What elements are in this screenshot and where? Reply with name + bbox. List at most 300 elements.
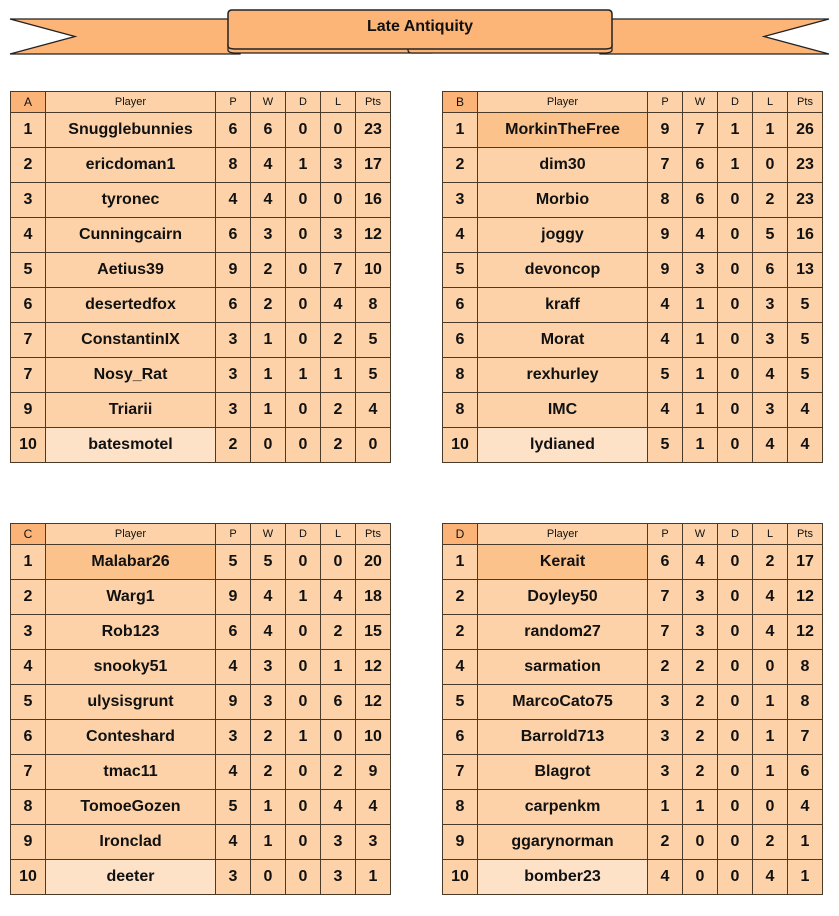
rank-cell: 3 <box>11 615 46 650</box>
drawn-cell: 0 <box>286 218 321 253</box>
rank-cell: 4 <box>11 650 46 685</box>
points-cell: 1 <box>356 860 391 895</box>
played-cell: 4 <box>216 755 251 790</box>
rank-cell: 1 <box>443 113 478 148</box>
rank-cell: 7 <box>11 358 46 393</box>
table-row <box>11 545 391 580</box>
drawn-cell: 1 <box>286 358 321 393</box>
won-cell: 6 <box>251 113 286 148</box>
drawn-cell: 0 <box>286 113 321 148</box>
lost-cell: 4 <box>321 790 356 825</box>
rank-cell: 10 <box>11 428 46 463</box>
player-name-cell: sarmation <box>478 650 648 685</box>
lost-cell: 3 <box>321 860 356 895</box>
lost-cell: 0 <box>321 545 356 580</box>
won-cell: 1 <box>251 790 286 825</box>
won-cell: 3 <box>251 685 286 720</box>
table-row <box>11 825 391 860</box>
player-name-cell: tmac11 <box>46 755 216 790</box>
player-name-cell: Rob123 <box>46 615 216 650</box>
played-cell: 8 <box>648 183 683 218</box>
rank-cell: 8 <box>443 393 478 428</box>
drawn-cell: 1 <box>718 113 753 148</box>
rank-cell: 7 <box>443 755 478 790</box>
player-name-cell: Doyley50 <box>478 580 648 615</box>
rank-cell: 9 <box>11 393 46 428</box>
rank-cell: 5 <box>11 685 46 720</box>
lost-cell: 2 <box>753 183 788 218</box>
points-cell: 5 <box>788 323 823 358</box>
rank-cell: 8 <box>443 358 478 393</box>
drawn-cell: 0 <box>718 288 753 323</box>
points-cell: 23 <box>356 113 391 148</box>
points-cell: 23 <box>788 148 823 183</box>
player-name-cell: Triarii <box>46 393 216 428</box>
table-row <box>443 790 823 825</box>
drawn-cell: 0 <box>718 545 753 580</box>
table-row <box>11 253 391 288</box>
rank-cell: 6 <box>443 720 478 755</box>
rank-cell: 4 <box>443 650 478 685</box>
played-cell: 3 <box>216 358 251 393</box>
lost-cell: 3 <box>321 148 356 183</box>
won-cell: 2 <box>683 685 718 720</box>
won-cell: 6 <box>683 148 718 183</box>
header-row <box>11 524 391 545</box>
player-name-cell: Warg1 <box>46 580 216 615</box>
played-cell: 9 <box>216 580 251 615</box>
played-cell: 4 <box>216 825 251 860</box>
points-cell: 17 <box>788 545 823 580</box>
lost-cell: 4 <box>753 860 788 895</box>
player-name-cell: Conteshard <box>46 720 216 755</box>
points-cell: 16 <box>356 183 391 218</box>
player-name-cell: kraff <box>478 288 648 323</box>
lost-cell: 0 <box>753 148 788 183</box>
points-cell: 8 <box>788 650 823 685</box>
table-row <box>11 218 391 253</box>
rank-cell: 6 <box>11 720 46 755</box>
won-cell: 3 <box>251 218 286 253</box>
player-name-cell: carpenkm <box>478 790 648 825</box>
player-name-cell: tyronec <box>46 183 216 218</box>
group-label: A <box>11 92 46 113</box>
rank-cell: 5 <box>443 253 478 288</box>
rank-cell: 7 <box>11 323 46 358</box>
lost-cell: 6 <box>321 685 356 720</box>
played-cell: 3 <box>216 323 251 358</box>
column-header-lost: L <box>753 524 788 545</box>
group-b-table <box>442 91 823 463</box>
drawn-cell: 0 <box>286 615 321 650</box>
won-cell: 3 <box>683 253 718 288</box>
banner-title: Late Antiquity <box>366 18 474 35</box>
points-cell: 4 <box>356 393 391 428</box>
table-row <box>11 323 391 358</box>
rank-cell: 6 <box>11 288 46 323</box>
rank-cell: 2 <box>443 580 478 615</box>
lost-cell: 1 <box>753 755 788 790</box>
played-cell: 3 <box>648 685 683 720</box>
rank-cell: 6 <box>443 323 478 358</box>
column-header-won: W <box>683 92 718 113</box>
played-cell: 4 <box>648 288 683 323</box>
table-row <box>11 755 391 790</box>
rank-cell: 3 <box>11 183 46 218</box>
rank-cell: 5 <box>443 685 478 720</box>
drawn-cell: 0 <box>718 393 753 428</box>
player-name-cell: joggy <box>478 218 648 253</box>
table-row <box>443 183 823 218</box>
played-cell: 4 <box>216 183 251 218</box>
points-cell: 17 <box>356 148 391 183</box>
won-cell: 2 <box>251 720 286 755</box>
lost-cell: 0 <box>321 720 356 755</box>
points-cell: 10 <box>356 253 391 288</box>
player-name-cell: Barrold713 <box>478 720 648 755</box>
column-header-lost: L <box>321 92 356 113</box>
lost-cell: 5 <box>753 218 788 253</box>
won-cell: 1 <box>683 323 718 358</box>
lost-cell: 3 <box>321 825 356 860</box>
column-header-player: Player <box>46 92 216 113</box>
played-cell: 3 <box>216 860 251 895</box>
drawn-cell: 0 <box>286 860 321 895</box>
player-name-cell: Nosy_Rat <box>46 358 216 393</box>
won-cell: 4 <box>251 580 286 615</box>
player-name-cell: Morat <box>478 323 648 358</box>
played-cell: 3 <box>648 720 683 755</box>
points-cell: 6 <box>788 755 823 790</box>
player-name-cell: deeter <box>46 860 216 895</box>
player-name-cell: TomoeGozen <box>46 790 216 825</box>
played-cell: 4 <box>648 323 683 358</box>
points-cell: 4 <box>788 428 823 463</box>
column-header-played: P <box>648 524 683 545</box>
player-name-cell: Ironclad <box>46 825 216 860</box>
drawn-cell: 0 <box>286 428 321 463</box>
drawn-cell: 0 <box>718 323 753 358</box>
played-cell: 7 <box>648 615 683 650</box>
drawn-cell: 0 <box>286 790 321 825</box>
points-cell: 9 <box>356 755 391 790</box>
player-name-cell: ulysisgrunt <box>46 685 216 720</box>
points-cell: 26 <box>788 113 823 148</box>
player-name-cell: desertedfox <box>46 288 216 323</box>
player-name-cell: Malabar26 <box>46 545 216 580</box>
table-row <box>443 358 823 393</box>
lost-cell: 6 <box>753 253 788 288</box>
table-row <box>443 218 823 253</box>
played-cell: 2 <box>648 825 683 860</box>
rank-cell: 7 <box>11 755 46 790</box>
rank-cell: 8 <box>443 790 478 825</box>
rank-cell: 3 <box>443 183 478 218</box>
column-header-player: Player <box>46 524 216 545</box>
player-name-cell: MorkinTheFree <box>478 113 648 148</box>
column-header-played: P <box>216 92 251 113</box>
table-row <box>443 685 823 720</box>
points-cell: 5 <box>788 358 823 393</box>
lost-cell: 2 <box>753 825 788 860</box>
lost-cell: 0 <box>321 183 356 218</box>
table-row <box>443 580 823 615</box>
won-cell: 6 <box>683 183 718 218</box>
player-name-cell: Kerait <box>478 545 648 580</box>
won-cell: 4 <box>251 183 286 218</box>
drawn-cell: 0 <box>286 323 321 358</box>
table-row <box>11 685 391 720</box>
drawn-cell: 0 <box>718 685 753 720</box>
points-cell: 10 <box>356 720 391 755</box>
column-header-points: Pts <box>356 524 391 545</box>
played-cell: 9 <box>648 218 683 253</box>
played-cell: 2 <box>648 650 683 685</box>
won-cell: 5 <box>251 545 286 580</box>
column-header-player: Player <box>478 524 648 545</box>
lost-cell: 1 <box>753 685 788 720</box>
player-name-cell: Morbio <box>478 183 648 218</box>
won-cell: 1 <box>251 825 286 860</box>
drawn-cell: 0 <box>718 253 753 288</box>
column-header-points: Pts <box>788 524 823 545</box>
table-row <box>11 393 391 428</box>
played-cell: 6 <box>216 218 251 253</box>
table-row <box>11 288 391 323</box>
player-name-cell: ConstantinIX <box>46 323 216 358</box>
points-cell: 8 <box>788 685 823 720</box>
won-cell: 1 <box>251 323 286 358</box>
drawn-cell: 0 <box>286 545 321 580</box>
column-header-drawn: D <box>286 524 321 545</box>
column-header-points: Pts <box>788 92 823 113</box>
header-row <box>443 524 823 545</box>
group-label: B <box>443 92 478 113</box>
table-row <box>11 113 391 148</box>
played-cell: 5 <box>216 790 251 825</box>
rank-cell: 1 <box>11 545 46 580</box>
drawn-cell: 0 <box>718 183 753 218</box>
played-cell: 7 <box>648 148 683 183</box>
player-name-cell: dim30 <box>478 148 648 183</box>
table-row <box>443 825 823 860</box>
won-cell: 3 <box>251 650 286 685</box>
rank-cell: 10 <box>443 428 478 463</box>
won-cell: 3 <box>683 580 718 615</box>
points-cell: 12 <box>788 615 823 650</box>
played-cell: 9 <box>648 253 683 288</box>
player-name-cell: IMC <box>478 393 648 428</box>
won-cell: 7 <box>683 113 718 148</box>
table-row <box>443 148 823 183</box>
table-row <box>443 615 823 650</box>
drawn-cell: 0 <box>718 860 753 895</box>
won-cell: 1 <box>683 288 718 323</box>
player-name-cell: rexhurley <box>478 358 648 393</box>
player-name-cell: snooky51 <box>46 650 216 685</box>
played-cell: 5 <box>216 545 251 580</box>
drawn-cell: 0 <box>286 183 321 218</box>
group-d-table <box>442 523 823 895</box>
points-cell: 23 <box>788 183 823 218</box>
table-row <box>443 113 823 148</box>
played-cell: 5 <box>648 358 683 393</box>
points-cell: 12 <box>356 685 391 720</box>
column-header-lost: L <box>753 92 788 113</box>
points-cell: 12 <box>356 650 391 685</box>
won-cell: 1 <box>683 428 718 463</box>
points-cell: 15 <box>356 615 391 650</box>
points-cell: 5 <box>788 288 823 323</box>
drawn-cell: 0 <box>718 428 753 463</box>
player-name-cell: random27 <box>478 615 648 650</box>
lost-cell: 0 <box>753 650 788 685</box>
group-c-table <box>10 523 391 895</box>
lost-cell: 2 <box>321 323 356 358</box>
drawn-cell: 0 <box>718 720 753 755</box>
lost-cell: 1 <box>321 358 356 393</box>
lost-cell: 3 <box>753 393 788 428</box>
player-name-cell: batesmotel <box>46 428 216 463</box>
player-name-cell: lydianed <box>478 428 648 463</box>
won-cell: 2 <box>683 720 718 755</box>
played-cell: 9 <box>216 685 251 720</box>
won-cell: 0 <box>251 428 286 463</box>
won-cell: 1 <box>683 358 718 393</box>
played-cell: 3 <box>216 720 251 755</box>
drawn-cell: 0 <box>718 580 753 615</box>
points-cell: 8 <box>356 288 391 323</box>
played-cell: 4 <box>216 650 251 685</box>
lost-cell: 1 <box>753 113 788 148</box>
played-cell: 6 <box>216 615 251 650</box>
table-row <box>443 545 823 580</box>
drawn-cell: 0 <box>286 685 321 720</box>
lost-cell: 4 <box>321 580 356 615</box>
won-cell: 4 <box>683 218 718 253</box>
lost-cell: 4 <box>753 428 788 463</box>
drawn-cell: 0 <box>286 253 321 288</box>
rank-cell: 5 <box>11 253 46 288</box>
table-row <box>443 650 823 685</box>
drawn-cell: 0 <box>718 790 753 825</box>
played-cell: 6 <box>648 545 683 580</box>
points-cell: 4 <box>788 790 823 825</box>
points-cell: 1 <box>788 860 823 895</box>
won-cell: 1 <box>683 393 718 428</box>
drawn-cell: 0 <box>286 288 321 323</box>
rank-cell: 9 <box>443 825 478 860</box>
player-name-cell: devoncop <box>478 253 648 288</box>
drawn-cell: 1 <box>718 148 753 183</box>
header-row <box>443 92 823 113</box>
column-header-played: P <box>648 92 683 113</box>
column-header-drawn: D <box>718 92 753 113</box>
lost-cell: 2 <box>321 393 356 428</box>
rank-cell: 10 <box>443 860 478 895</box>
group-label: D <box>443 524 478 545</box>
played-cell: 3 <box>216 393 251 428</box>
drawn-cell: 0 <box>286 755 321 790</box>
column-header-lost: L <box>321 524 356 545</box>
played-cell: 9 <box>648 113 683 148</box>
played-cell: 4 <box>648 393 683 428</box>
lost-cell: 2 <box>321 615 356 650</box>
drawn-cell: 0 <box>286 650 321 685</box>
table-row <box>443 393 823 428</box>
lost-cell: 1 <box>321 650 356 685</box>
played-cell: 6 <box>216 288 251 323</box>
drawn-cell: 0 <box>718 358 753 393</box>
played-cell: 2 <box>216 428 251 463</box>
table-row <box>11 860 391 895</box>
table-row <box>11 358 391 393</box>
points-cell: 12 <box>788 580 823 615</box>
rank-cell: 6 <box>443 288 478 323</box>
column-header-won: W <box>683 524 718 545</box>
drawn-cell: 0 <box>718 650 753 685</box>
rank-cell: 2 <box>443 615 478 650</box>
drawn-cell: 0 <box>286 393 321 428</box>
column-header-drawn: D <box>286 92 321 113</box>
drawn-cell: 0 <box>718 755 753 790</box>
drawn-cell: 1 <box>286 720 321 755</box>
drawn-cell: 0 <box>286 825 321 860</box>
points-cell: 20 <box>356 545 391 580</box>
points-cell: 4 <box>356 790 391 825</box>
rank-cell: 1 <box>11 113 46 148</box>
won-cell: 2 <box>683 755 718 790</box>
lost-cell: 4 <box>753 580 788 615</box>
lost-cell: 4 <box>753 358 788 393</box>
group-a-table <box>10 91 391 463</box>
played-cell: 7 <box>648 580 683 615</box>
points-cell: 7 <box>788 720 823 755</box>
table-row <box>11 428 391 463</box>
table-row <box>11 650 391 685</box>
player-name-cell: Aetius39 <box>46 253 216 288</box>
played-cell: 6 <box>216 113 251 148</box>
player-name-cell: MarcoCato75 <box>478 685 648 720</box>
lost-cell: 2 <box>321 428 356 463</box>
column-header-played: P <box>216 524 251 545</box>
points-cell: 0 <box>356 428 391 463</box>
played-cell: 8 <box>216 148 251 183</box>
drawn-cell: 1 <box>286 148 321 183</box>
rank-cell: 2 <box>11 148 46 183</box>
lost-cell: 3 <box>753 288 788 323</box>
table-row <box>443 288 823 323</box>
rank-cell: 8 <box>11 790 46 825</box>
rank-cell: 1 <box>443 545 478 580</box>
title-banner <box>0 0 839 62</box>
player-name-cell: Cunningcairn <box>46 218 216 253</box>
won-cell: 0 <box>251 860 286 895</box>
column-header-points: Pts <box>356 92 391 113</box>
table-row <box>11 720 391 755</box>
lost-cell: 2 <box>753 545 788 580</box>
rank-cell: 9 <box>11 825 46 860</box>
rank-cell: 4 <box>443 218 478 253</box>
points-cell: 13 <box>788 253 823 288</box>
table-row <box>443 428 823 463</box>
won-cell: 1 <box>251 393 286 428</box>
points-cell: 12 <box>356 218 391 253</box>
drawn-cell: 0 <box>718 615 753 650</box>
points-cell: 16 <box>788 218 823 253</box>
played-cell: 5 <box>648 428 683 463</box>
won-cell: 2 <box>683 650 718 685</box>
